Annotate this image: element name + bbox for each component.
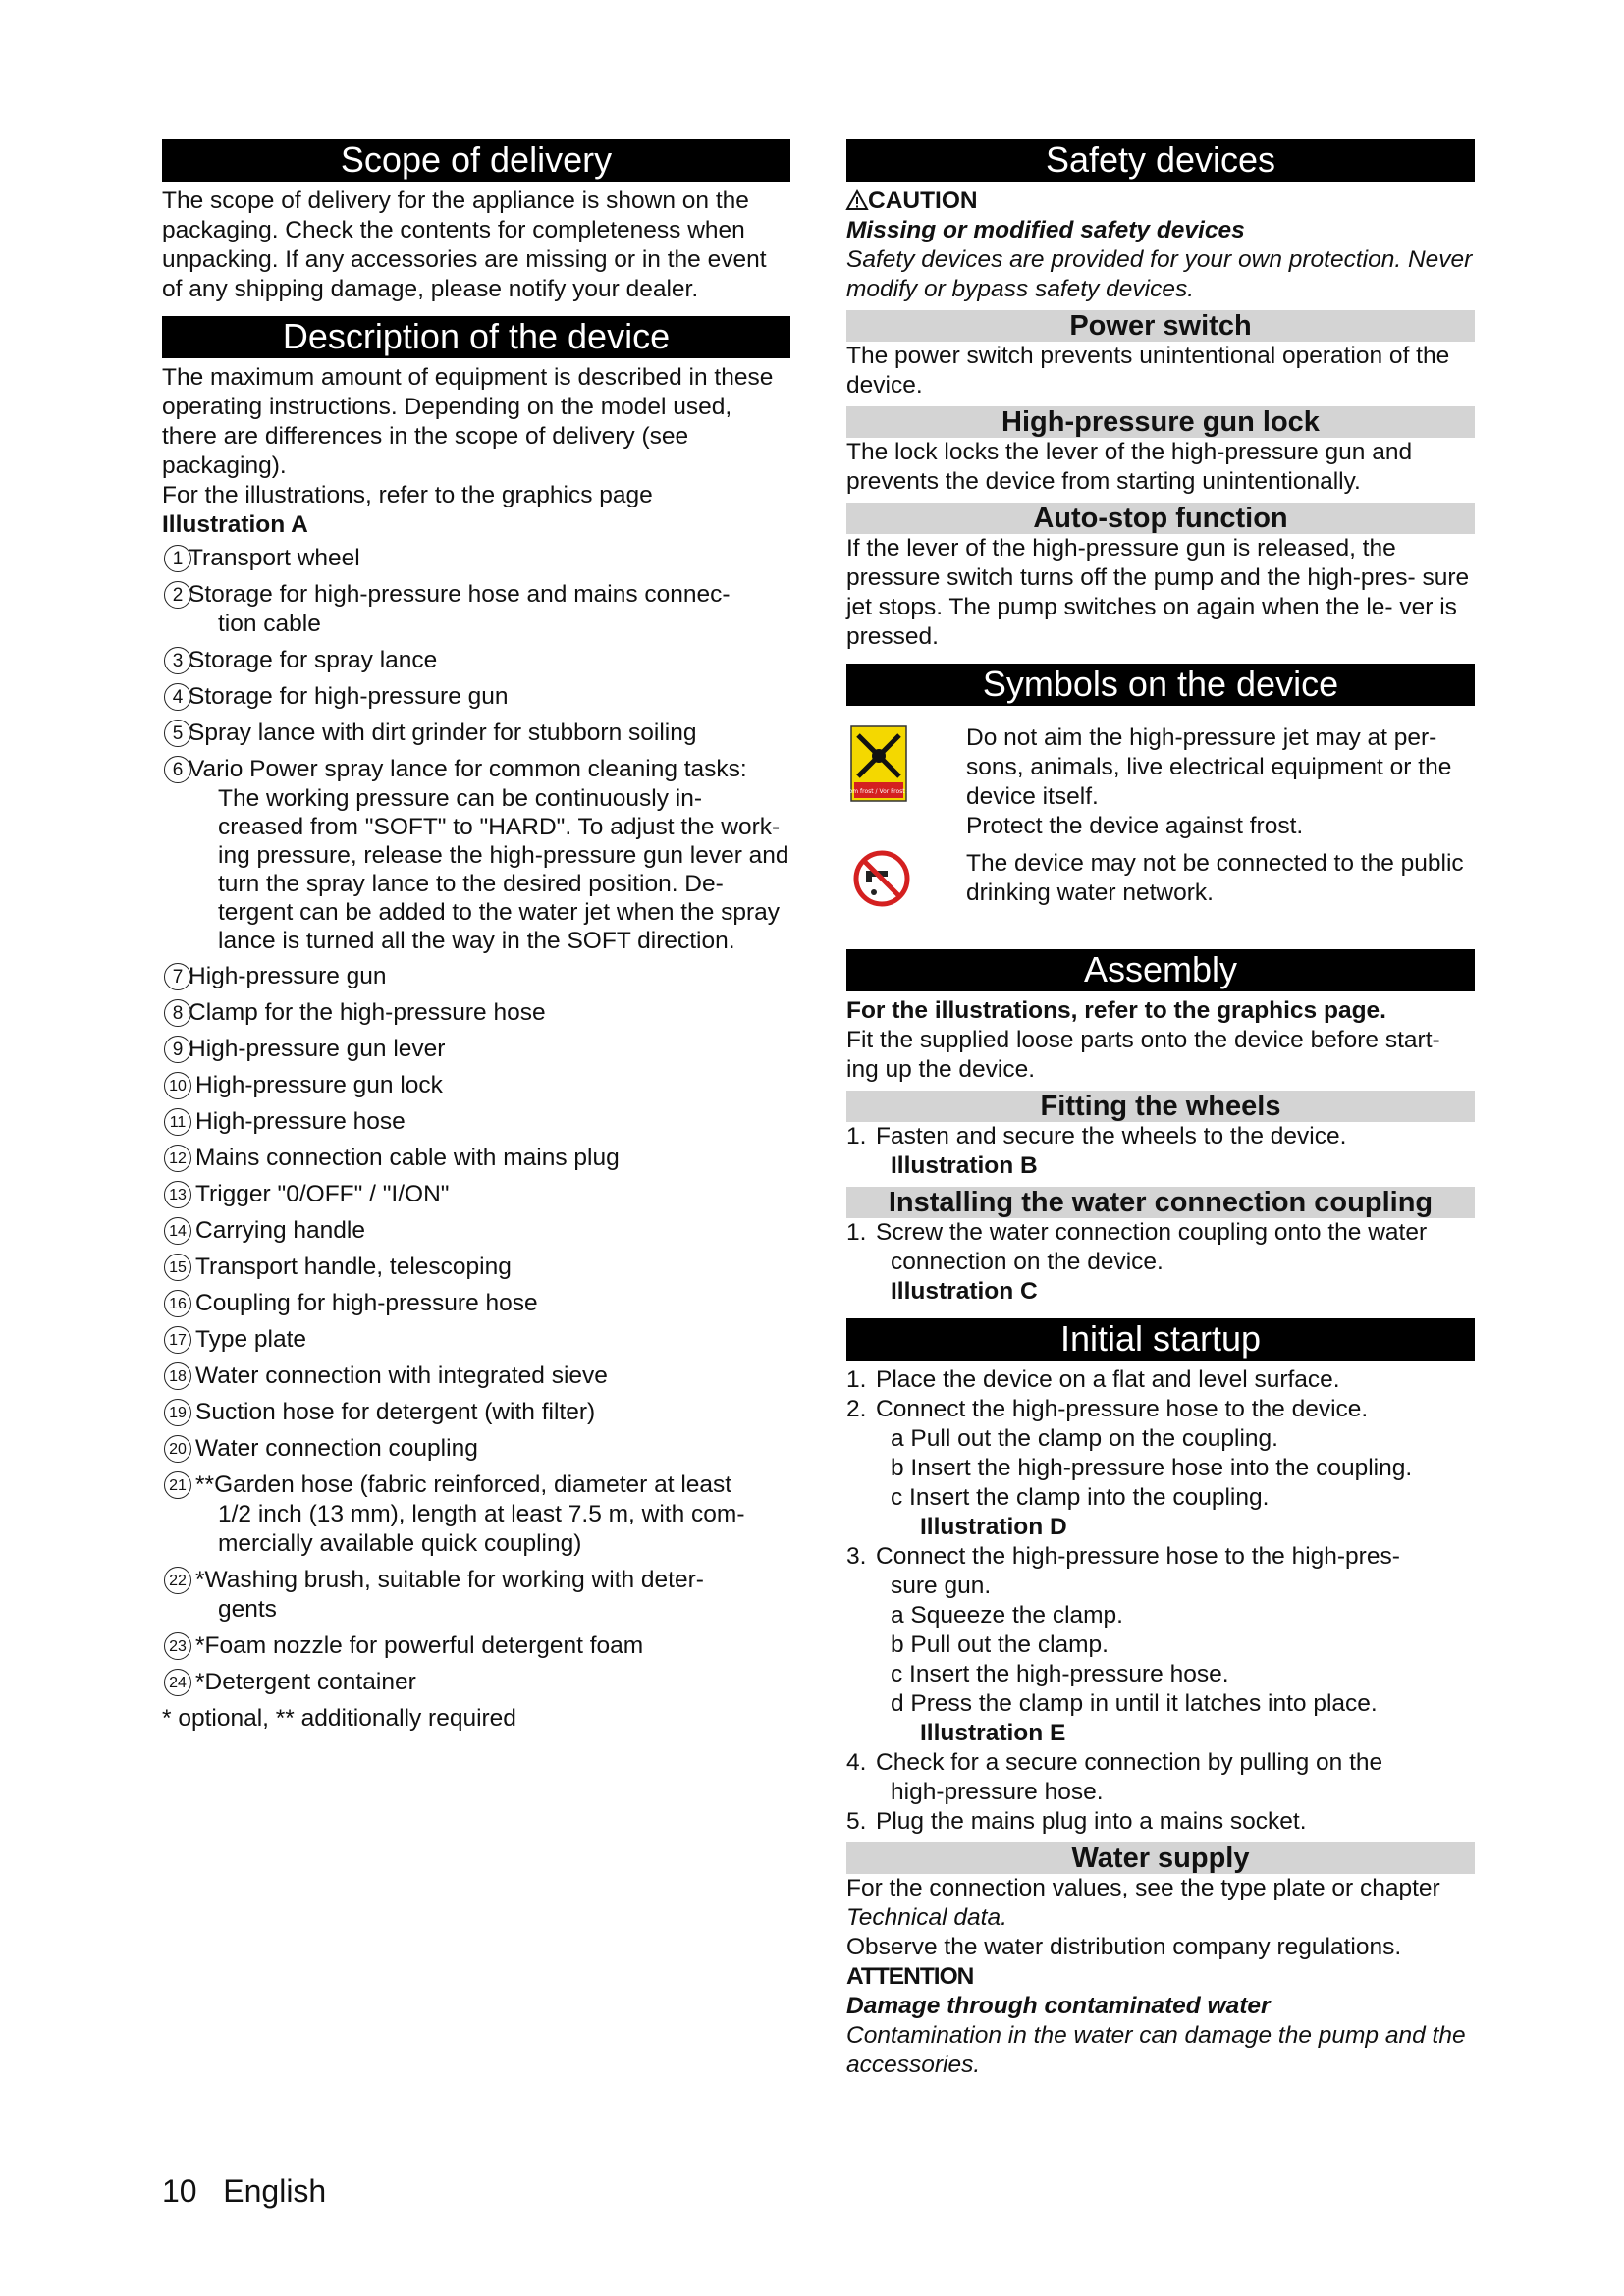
description-refer: For the illustrations, refer to the graphics page: [162, 482, 653, 508]
sym1-label: Protect from frost / Vor Frost schützen!: [822, 788, 936, 795]
description-text: The maximum amount of equipment is described in these operating instructions. Depending on the model used, there are differences in the scope of delivery (see packaging).: [162, 364, 774, 479]
auto-stop-text: If the lever of the high-pressure gun is released, the pressure switch turns off the pump and the high-pres- sure jet stops. The pump switches on again when the le- ver is pressed.: [846, 535, 1470, 650]
illustration-d-label: Illustration D: [920, 1514, 1067, 1540]
legend-text: Coupling for high-pressure hose: [195, 1290, 538, 1316]
legend-number-circle: 7: [164, 963, 191, 990]
legend-item: [162, 1180, 790, 1209]
page-footer: [162, 2173, 326, 2209]
legend-text: Storage for high-pressure hose and mains connec-: [189, 581, 731, 608]
legend-number-circle: 24: [164, 1669, 191, 1696]
safety-heading: Safety devices: [846, 139, 1475, 182]
legend-number-circle: 19: [164, 1399, 191, 1426]
legend-text: Water connection coupling: [195, 1435, 478, 1462]
illustration-b-label: Illustration B: [891, 1152, 1038, 1179]
legend-number-circle: 6: [164, 756, 191, 783]
assembly-heading: Assembly: [846, 949, 1475, 991]
legend-item: [162, 1362, 790, 1391]
water-text-1-italic: Technical data.: [846, 1904, 1007, 1931]
illustration-a-label: Illustration A: [162, 511, 308, 538]
legend-number-circle: 18: [164, 1362, 191, 1390]
legend-number-circle: 12: [164, 1145, 191, 1172]
description-heading: Description of the device: [162, 316, 790, 358]
warning-triangle-icon: [846, 187, 868, 214]
legend-item: [162, 1071, 790, 1100]
symbol-row-2: [846, 849, 1475, 928]
wheels-step-1: 1. Fasten and secure the wheels to the device.: [846, 1123, 1347, 1149]
illustration-e-label: Illustration E: [920, 1720, 1066, 1746]
symbols-heading: Symbols on the device: [846, 664, 1475, 706]
legend-list: [162, 544, 790, 1697]
gun-lock-text: The lock locks the lever of the high-pressure gun and prevents the device from starting unintentionally.: [846, 439, 1413, 495]
legend-number-circle: 23: [164, 1632, 191, 1660]
legend-text: Type plate: [195, 1326, 307, 1353]
legend-text-continued: 1/2 inch (13 mm), length at least 7.5 m, with com- mercially available quick coupling): [218, 1501, 745, 1557]
startup-step-3b: b Pull out the clamp.: [891, 1631, 1109, 1658]
legend-text: Trigger "0/OFF" / "I/ON": [195, 1181, 450, 1207]
legend-text: *Washing brush, suitable for working with deter-: [195, 1567, 704, 1593]
symbol-1-text: Do not aim the high-pressure jet may at per- sons, animals, live electrical equipment or the device itself.: [966, 724, 1452, 810]
startup-step-2b: b Insert the high-pressure hose into the coupling.: [891, 1455, 1413, 1481]
legend-text-continued: gents: [218, 1596, 277, 1623]
startup-step-2c: c Insert the clamp into the coupling.: [891, 1484, 1270, 1511]
legend-number-circle: 1: [164, 545, 191, 572]
legend-text: Carrying handle: [195, 1217, 365, 1244]
legend-number-circle: 22: [164, 1567, 191, 1594]
legend-number-circle: 2: [164, 581, 191, 609]
footer-language: English: [223, 2173, 327, 2209]
legend-text: **Garden hose (fabric reinforced, diameter at least: [195, 1471, 732, 1498]
startup-step-1: 1. Place the device on a flat and level surface.: [846, 1366, 1340, 1393]
legend-number-circle: 3: [164, 647, 191, 674]
startup-step-3c: c Insert the high-pressure hose.: [891, 1661, 1229, 1687]
legend-text-continued: The working pressure can be continuously in- creased from "SOFT" to "HARD". To adjust the work- ing pressure, release the high-pressure gun lever and turn the spray lance to the desired position. De- tergent can be added to the water jet when the spray lance is turned all the way in the SOFT direction.: [218, 785, 789, 954]
legend-item: [162, 1253, 790, 1282]
assembly-refer: For the illustrations, refer to the graphics page.: [846, 997, 1386, 1024]
legend-text: *Foam nozzle for powerful detergent foam: [195, 1632, 644, 1659]
coupling-step-1: 1. Screw the water connection coupling onto the water: [846, 1219, 1428, 1246]
legend-item: [162, 1289, 790, 1318]
legend-item: [162, 719, 790, 748]
startup-step-2a: a Pull out the clamp on the coupling.: [891, 1425, 1278, 1452]
legend-item: [162, 646, 790, 675]
caution-text: Safety devices are provided for your own protection. Never modify or bypass safety devices.: [846, 246, 1473, 302]
water-supply-heading: Water supply: [846, 1842, 1475, 1874]
legend-text-continued: tion cable: [218, 611, 321, 637]
wheels-heading: Fitting the wheels: [846, 1091, 1475, 1122]
caution-subtitle: Missing or modified safety devices: [846, 217, 1245, 243]
legend-text: Clamp for the high-pressure hose: [189, 999, 546, 1026]
legend-item: [162, 1566, 790, 1625]
legend-number-circle: 9: [164, 1036, 191, 1063]
coupling-heading: Installing the water connection coupling: [846, 1187, 1475, 1218]
attention-subtitle: Damage through contaminated water: [846, 1993, 1271, 2019]
legend-item: [162, 544, 790, 573]
legend-text: High-pressure gun lever: [189, 1036, 446, 1062]
legend-number-circle: 16: [164, 1290, 191, 1317]
legend-item: [162, 1325, 790, 1355]
legend-item: [162, 1631, 790, 1661]
legend-footnote: * optional, ** additionally required: [162, 1705, 516, 1732]
startup-step-3-cont: sure gun.: [891, 1573, 992, 1599]
legend-number-circle: 10: [164, 1072, 191, 1099]
legend-item: [162, 1216, 790, 1246]
caution-label: CAUTION: [846, 187, 1475, 216]
scope-heading: Scope of delivery: [162, 139, 790, 182]
legend-number-circle: 8: [164, 999, 191, 1027]
left-column: [162, 139, 790, 1734]
legend-number-circle: 20: [164, 1435, 191, 1463]
right-column: [822, 139, 1475, 2080]
startup-step-3d: d Press the clamp in until it latches into place.: [891, 1690, 1378, 1717]
legend-text: Storage for spray lance: [189, 647, 438, 673]
legend-number-circle: 21: [164, 1471, 191, 1499]
startup-step-3: 3. Connect the high-pressure hose to the high-pres-: [846, 1543, 1400, 1570]
legend-text: High-pressure gun lock: [195, 1072, 443, 1098]
legend-item: [162, 755, 790, 955]
legend-text: Storage for high-pressure gun: [189, 683, 509, 710]
legend-text: Transport wheel: [189, 545, 360, 571]
legend-number-circle: 4: [164, 683, 191, 711]
legend-number-circle: 14: [164, 1217, 191, 1245]
assembly-text: Fit the supplied loose parts onto the device before start- ing up the device.: [846, 1027, 1440, 1083]
startup-step-4: 4. Check for a secure connection by pulling on the: [846, 1749, 1383, 1776]
water-text-1: For the connection values, see the type plate or chapter: [846, 1875, 1440, 1901]
no-drinking-water-icon: [852, 849, 907, 916]
water-text-2: Observe the water distribution company regulations.: [846, 1934, 1402, 1960]
gun-lock-heading: High-pressure gun lock: [846, 406, 1475, 438]
legend-item: [162, 580, 790, 639]
legend-text: Suction hose for detergent (with filter): [195, 1399, 596, 1425]
startup-step-3a: a Squeeze the clamp.: [891, 1602, 1123, 1629]
legend-text: Mains connection cable with mains plug: [195, 1145, 620, 1171]
legend-number-circle: 17: [164, 1326, 191, 1354]
legend-text: *Detergent container: [195, 1669, 416, 1695]
auto-stop-heading: Auto-stop function: [846, 503, 1475, 534]
legend-item: [162, 682, 790, 712]
legend-text: Water connection with integrated sieve: [195, 1362, 608, 1389]
attention-text: Contamination in the water can damage the pump and the accessories.: [846, 2022, 1466, 2078]
page-number: 10: [162, 2173, 197, 2209]
attention-label: ATTENTION: [846, 1963, 974, 1990]
legend-item: [162, 962, 790, 991]
legend-item: [162, 998, 790, 1028]
power-switch-heading: Power switch: [846, 310, 1475, 342]
coupling-step-1-cont: connection on the device.: [891, 1249, 1164, 1275]
legend-number-circle: 11: [164, 1108, 191, 1136]
power-switch-text: The power switch prevents unintentional operation of the device.: [846, 343, 1450, 399]
legend-text: Spray lance with dirt grinder for stubborn soiling: [189, 720, 697, 746]
legend-number-circle: 15: [164, 1254, 191, 1281]
symbol-1-frost-text: Protect the device against frost.: [966, 813, 1304, 839]
legend-item: [162, 1035, 790, 1064]
symbol-row-1: [822, 723, 1475, 841]
legend-item: [162, 1144, 790, 1173]
legend-text: Vario Power spray lance for common cleaning tasks:: [189, 756, 747, 782]
scope-text: The scope of delivery for the appliance is shown on the packaging. Check the contents for completeness when unpacking. If any accessories are missing or in the event of any shipping damage, please notify your dealer.: [162, 187, 767, 302]
no-spray-frost-icon: [822, 725, 936, 810]
legend-text: Transport handle, telescoping: [195, 1254, 512, 1280]
legend-item: [162, 1470, 790, 1559]
legend-number-circle: 13: [164, 1181, 191, 1208]
legend-item: [162, 1107, 790, 1137]
legend-text: High-pressure gun: [189, 963, 387, 989]
startup-step-4-cont: high-pressure hose.: [891, 1779, 1104, 1805]
legend-item: [162, 1398, 790, 1427]
startup-step-2: 2. Connect the high-pressure hose to the device.: [846, 1396, 1369, 1422]
legend-text: High-pressure hose: [195, 1108, 406, 1135]
legend-item: [162, 1668, 790, 1697]
startup-heading: Initial startup: [846, 1318, 1475, 1361]
startup-step-5: 5. Plug the mains plug into a mains socket.: [846, 1808, 1307, 1835]
legend-item: [162, 1434, 790, 1464]
illustration-c-label: Illustration C: [891, 1278, 1038, 1305]
symbol-2-text: The device may not be connected to the public drinking water network.: [966, 850, 1464, 906]
legend-number-circle: 5: [164, 720, 191, 747]
